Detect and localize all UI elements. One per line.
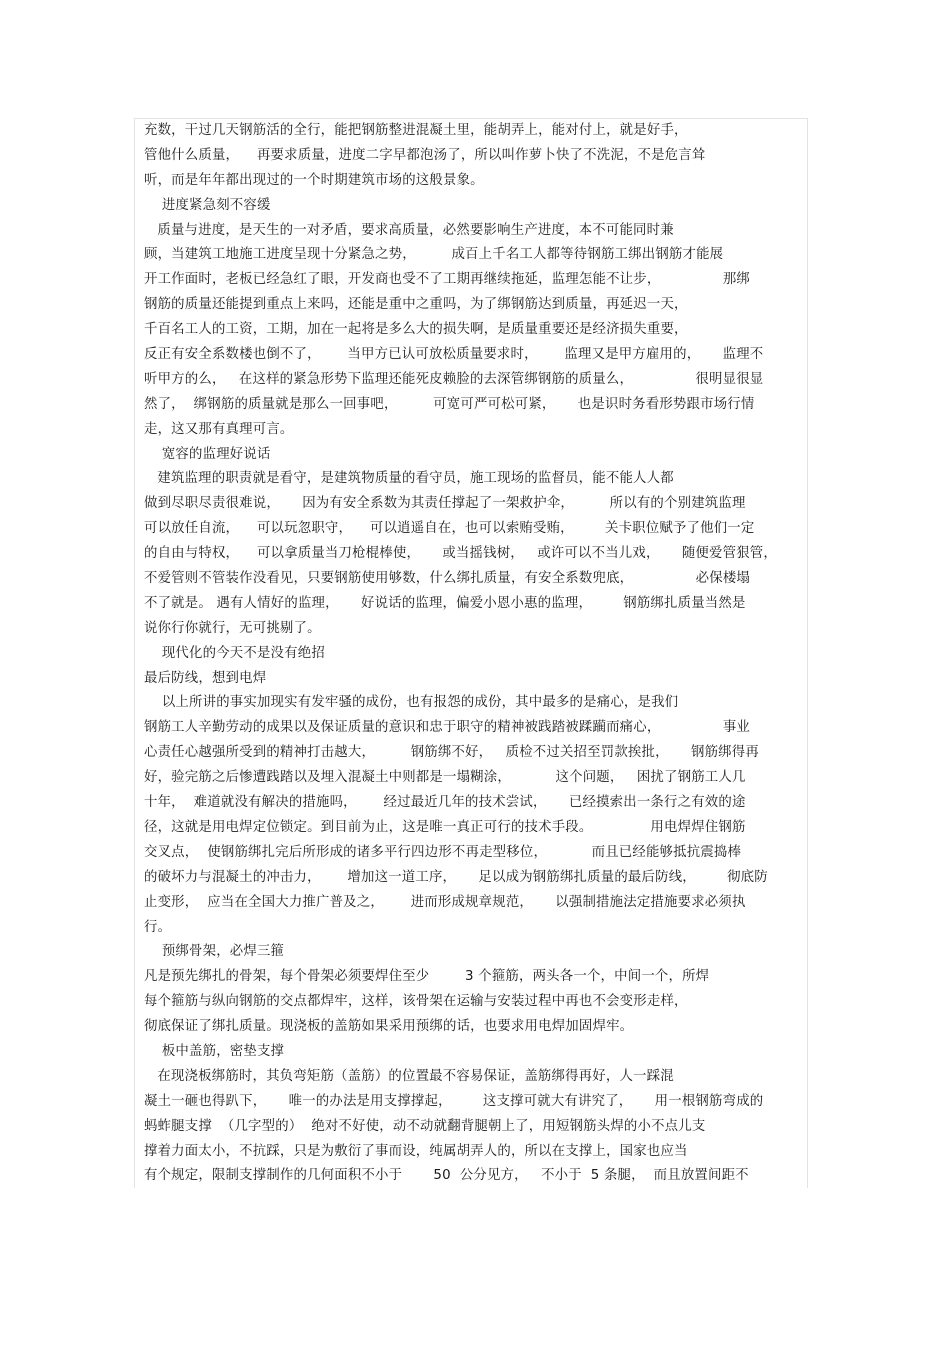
text-line: 凡是预先绑扎的骨架，每个骨架必须要焊住至少 3 个箍筋，两头各一个，中间一个，所焊 — [144, 969, 710, 985]
text-line: 然了， 绑钢筋的质量就是那么一回事吧， 可宽可严可松可紧， 也是识时务看形势跟市场行情 — [144, 396, 755, 412]
text-line: 开工作面时，老板已经急红了眼，开发商也受不了工期再继续拖延，监理怎能不让步， 那绑 — [144, 272, 751, 288]
text-line: 管他什么质量， 再要求质量，进度二字早都泡汤了，所以叫作萝卜快了不洗泥，不是危言耸 — [144, 147, 706, 163]
text-line: 可以放任自流， 可以玩忽职守， 可以逍遥自在，也可以索贿受贿， 关卡职位赋予了他们一定 — [144, 521, 755, 537]
text-line: 预绑骨架，必焊三箍 — [144, 944, 285, 960]
text-line: 行。 — [144, 919, 172, 935]
text-line: 不爱管则不管装作没看见，只要钢筋使用够数，什么绑扎质量，有安全系数兜底， 必保楼塌 — [144, 571, 751, 587]
text-line: 以上所讲的事实加现实有发牢骚的成份，也有报怨的成份，其中最多的是痛心，是我们 — [144, 695, 679, 711]
text-line: 好，验完筋之后惨遭践踏以及埋入混凝土中则都是一塌糊涂， 这个问题， 困扰了钢筋工人几 — [144, 770, 746, 786]
text-line: 听，而是年年都出现过的一个时期建筑市场的这般景象。 — [144, 172, 484, 188]
text-line: 凝土一砸也得趴下， 唯一的办法是用支撑撑起， 这支撑可就大有讲究了， 用一根钢筋弯成的 — [144, 1093, 764, 1109]
text-line: 建筑监理的职责就是看守，是建筑物质量的看守员，施工现场的监督员，能不能人人都 — [144, 471, 674, 487]
text-line: 最后防线，想到电焊 — [144, 670, 267, 686]
text-line: 反正有安全系数楼也倒不了， 当甲方已认可放松质量要求时， 监理又是甲方雇用的， 监理不 — [144, 347, 764, 363]
text-line: 止变形， 应当在全国大力推广普及之， 进而形成规章规范， 以强制措施法定措施要求必须执 — [144, 894, 746, 910]
text-line: 质量与进度，是天生的一对矛盾，要求高质量，必然要影响生产进度，本不可能同时兼 — [144, 222, 674, 238]
text-line: 撑着力面太小，不抗踩，只是为敷衍了事而设，纯属胡弄人的，所以在支撑上，国家也应当 — [144, 1143, 688, 1159]
text-line: 说你行你就行，无可挑剔了。 — [144, 620, 321, 636]
text-line: 有个规定，限制支撑制作的几何面积不小于 50 公分见方， 不小于 5 条腿， 而且放置间距不 — [144, 1168, 749, 1184]
text-line: 听甲方的么， 在这样的紧急形势下监理还能死皮赖脸的去深管绑钢筋的质量么， 很明显很显 — [144, 371, 764, 387]
text-line: 的自由与特权， 可以拿质量当刀枪棍棒使， 或当摇钱树， 或许可以不当儿戏， 随便爱管狠管， — [144, 546, 777, 562]
text-line: 径，这就是用电焊定位锁定。到目前为止，这是唯一真正可行的技术手段。 用电焊焊住钢筋 — [144, 819, 746, 835]
text-line: 心责任心越强所受到的精神打击越大， 钢筋绑不好， 质检不过关招至罚款挨批， 钢筋绑得再 — [144, 745, 759, 761]
text-line: 做到尽职尽责很难说， 因为有安全系数为其责任撑起了一架救护伞， 所以有的个别建筑监理 — [144, 496, 746, 512]
text-line: 千百名工人的工资，工期，加在一起将是多么大的损失啊，是质量重要还是经济损失重要， — [144, 322, 688, 338]
text-line: 蚂蚱腿支撑 （几字型的） 绝对不好使，动不动就翻背腿朝上了，用短钢筋头焊的小不点儿支 — [144, 1118, 706, 1134]
text-line: 现代化的今天不是没有绝招 — [144, 645, 325, 661]
text-line: 板中盖筋，密垫支撑 — [144, 1043, 285, 1059]
text-line: 十年， 难道就没有解决的措施吗， 经过最近几年的技术尝试， 已经摸索出一条行之有效的途 — [144, 795, 746, 811]
text-line: 顾，当建筑工地施工进度呈现十分紧急之势， 成百上千名工人都等待钢筋工绑出钢筋才能展 — [144, 247, 724, 263]
text-line: 进度紧急刻不容缓 — [144, 197, 271, 213]
text-line: 钢筋工人辛勤劳动的成果以及保证质量的意识和忠于职守的精神被践踏被蹂躏而痛心， 事业 — [144, 720, 751, 736]
text-line: 在现浇板绑筋时，其负弯矩筋（盖筋）的位置最不容易保证，盖筋绑得再好，人一踩混 — [144, 1068, 674, 1084]
text-line: 走，这又那有真理可言。 — [144, 421, 294, 437]
text-line: 不了就是。 遇有人情好的监理， 好说话的监理，偏爱小恩小惠的监理， 钢筋绑扎质量当然是 — [144, 595, 746, 611]
text-line: 的破坏力与混凝土的冲击力， 增加这一道工序， 足以成为钢筋绑扎质量的最后防线， 彻底防 — [144, 869, 768, 885]
text-line: 宽容的监理好说话 — [144, 446, 271, 462]
text-line: 每个箍筋与纵向钢筋的交点都焊牢，这样，该骨架在运输与安装过程中再也不会变形走样， — [144, 994, 688, 1010]
text-line: 充数，干过几天钢筋活的全行，能把钢筋整进混凝土里，能胡弄上，能对付上，就是好手， — [144, 123, 688, 138]
document-body — [144, 119, 804, 1189]
text-line: 钢筋的质量还能提到重点上来吗，还能是重中之重吗，为了绑钢筋达到质量，再延迟一天， — [144, 297, 688, 313]
text-line: 彻底保证了绑扎质量。现浇板的盖筋如果采用预绑的话，也要求用电焊加固焊牢。 — [144, 1019, 634, 1035]
text-line: 交叉点， 使钢筋绑扎完后所形成的诸多平行四边形不再走型移位， 而且已经能够抵抗震捣棒 — [144, 844, 742, 860]
